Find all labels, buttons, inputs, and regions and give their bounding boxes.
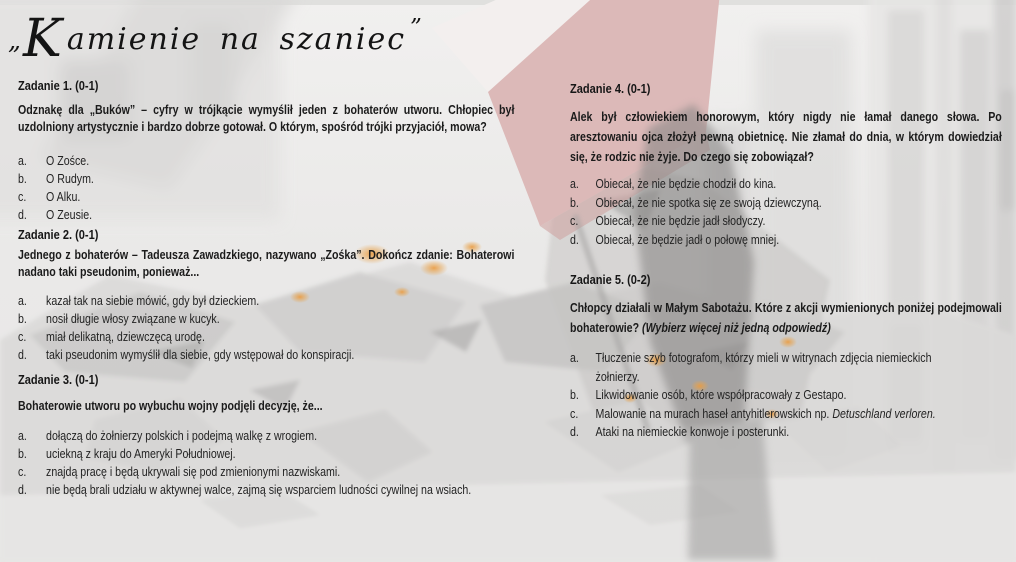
option-text: uciekną z kraju do Ameryki Południowej. <box>46 447 236 461</box>
page-title <box>8 0 424 69</box>
option-row <box>18 481 514 499</box>
option-row <box>18 463 514 481</box>
option-text-italic: Detuschland verloren. <box>832 406 936 421</box>
title-close-quote: ” <box>410 15 424 41</box>
option-text: Obiecał, że będzie jadł o połowę mniej. <box>595 232 780 247</box>
option-letter: c. <box>570 214 579 228</box>
option-row <box>18 292 514 310</box>
option-text: Obiecał, że nie będzie jadł słodyczy. <box>595 214 766 228</box>
question-2-options <box>18 292 514 364</box>
question-2-heading: Zadanie 2. (0-1) <box>18 227 99 242</box>
option-text: O Rudym. <box>46 172 94 186</box>
option-row <box>570 231 1002 250</box>
option-letter: d. <box>570 425 579 439</box>
option-text: nie będą brali udziału w aktywnej walce, zajmą się wsparciem ludności cywilnej na wsiach. <box>46 483 472 497</box>
option-letter: b. <box>18 172 27 186</box>
option-letter: a. <box>18 429 27 443</box>
question-2 <box>18 228 514 364</box>
option-row <box>18 445 514 463</box>
question-1-heading: Zadanie 1. (0-1) <box>18 78 99 93</box>
option-text: O Zeusie. <box>46 208 93 222</box>
question-4 <box>570 82 1002 249</box>
option-text: nosił długie włosy związane w kucyk. <box>46 312 220 326</box>
option-text: Tłuczenie szyb fotografom, którzy mieli w witrynach zdjęcia niemieckich żołnierzy. <box>595 351 932 384</box>
option-row <box>18 328 514 346</box>
option-letter: b. <box>570 195 579 210</box>
question-1-prompt: Odznakę dla „Buków” – cyfry w trójkącie wymyślił jeden z bohaterów utworu. Chłopiec był uzdolniony artystycznie i bardzo dobrze gotował. O którym, spośród trójki przyjaciół, mowa? <box>18 103 515 134</box>
option-row <box>18 188 514 206</box>
question-1 <box>18 79 514 224</box>
option-text: znajdą pracę i będą ukrywali się pod zmienionymi nazwiskami. <box>46 465 341 479</box>
option-row <box>570 212 1002 231</box>
title-text: amienie na szaniec <box>66 22 407 57</box>
option-row <box>570 386 1002 405</box>
option-row <box>570 405 1002 424</box>
option-row <box>570 194 1002 213</box>
title-initial-letter: K <box>22 9 64 69</box>
option-letter: a. <box>570 351 579 365</box>
option-letter: b. <box>18 312 27 326</box>
option-text: Likwidowanie osób, które współpracowały z Gestapo. <box>595 388 847 402</box>
option-text: Obiecał, że nie spotka się ze swoją dziewczyną. <box>595 195 822 210</box>
option-row <box>18 310 514 328</box>
question-5-prompt <box>570 298 1002 338</box>
option-letter: d. <box>18 483 27 497</box>
question-5-heading: Zadanie 5. (0-2) <box>570 272 651 287</box>
option-letter: d. <box>570 232 579 247</box>
left-column <box>18 79 514 549</box>
option-text: Ataki na niemieckie konwoje i posterunki. <box>595 425 790 439</box>
question-2-prompt: Jednego z bohaterów – Tadeusza Zawadzkiego, nazywano „Zośka”. Dokończ zdanie: Bohaterowi nadano taki pseudonim, ponieważ... <box>18 248 515 279</box>
option-letter: c. <box>570 406 579 421</box>
option-text: O Alku. <box>46 190 81 204</box>
question-4-options <box>570 175 1002 249</box>
title-open-quote: „ <box>8 26 23 55</box>
question-3 <box>18 373 514 499</box>
question-4-prompt: Alek był człowiekiem honorowym, który nigdy nie łamał danego słowa. Po aresztowaniu ojca złożył pewną obietnicę. Nie złamał do dnia, w którym dowiedział się, że rodzic nie żyje. Do czego się zobowiązał? <box>570 110 1002 164</box>
question-5 <box>570 273 1002 442</box>
option-letter: a. <box>570 177 579 191</box>
question-5-prompt-text: Chłopcy działali w Małym Sabotażu. Które z akcji wymienionych poniżej podejmowali bohaterowie? <box>570 301 1002 335</box>
option-row <box>18 152 514 170</box>
option-letter: d. <box>18 208 27 222</box>
option-row <box>570 175 1002 194</box>
option-letter: b. <box>18 447 27 461</box>
question-4-heading: Zadanie 4. (0-1) <box>570 81 651 96</box>
right-column <box>570 82 1004 552</box>
question-1-options <box>18 152 514 224</box>
option-row <box>18 206 514 224</box>
option-letter: a. <box>18 154 27 168</box>
option-row <box>570 423 1002 442</box>
option-text: Obiecał, że nie będzie chodził do kina. <box>595 177 777 191</box>
option-letter: b. <box>570 388 579 402</box>
question-5-prompt-note: (Wybierz więcej niż jedną odpowiedź) <box>642 321 831 335</box>
option-text: miał delikatną, dziewczęcą urodę. <box>46 330 205 344</box>
option-text: taki pseudonim wymyślił dla siebie, gdy wstępował do konspiracji. <box>46 348 355 362</box>
option-text: kazał tak na siebie mówić, gdy był dzieckiem. <box>46 294 260 308</box>
option-text-regular: Malowanie na murach haseł antyhitlerowskich np. <box>595 406 833 421</box>
option-text <box>596 405 1002 424</box>
option-letter: c. <box>18 465 27 479</box>
question-3-prompt: Bohaterowie utworu po wybuchu wojny podjęli decyzję, że... <box>18 399 323 413</box>
option-row <box>18 170 514 188</box>
question-3-heading: Zadanie 3. (0-1) <box>18 372 99 387</box>
question-3-options <box>18 427 514 499</box>
option-row <box>570 349 1002 386</box>
option-row <box>18 346 514 364</box>
option-text: O Zośce. <box>46 154 90 168</box>
option-row <box>18 427 514 445</box>
option-text: dołączą do żołnierzy polskich i podejmą walkę z wrogiem. <box>46 429 318 443</box>
option-letter: d. <box>18 348 27 362</box>
option-letter: a. <box>18 294 27 308</box>
option-letter: c. <box>18 330 27 344</box>
question-5-options <box>570 349 1002 442</box>
option-letter: c. <box>18 190 27 204</box>
